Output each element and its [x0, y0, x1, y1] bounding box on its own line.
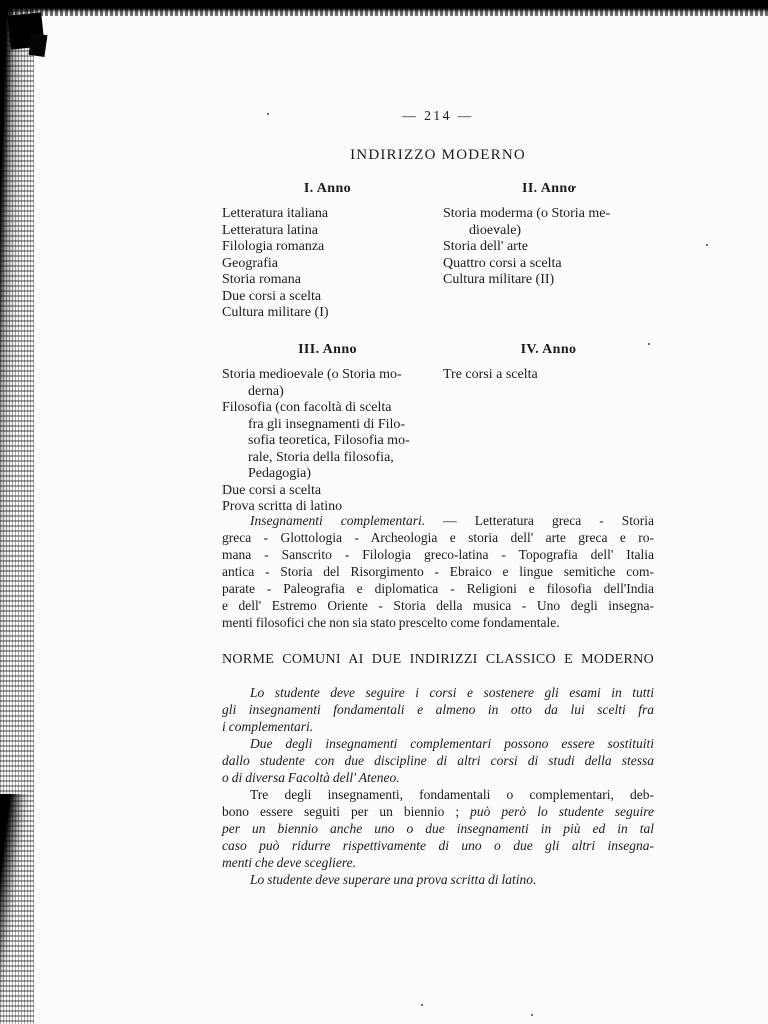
text-segment: Filologia romanza — [222, 239, 325, 254]
text-segment: Letteratura italiana — [222, 206, 329, 221]
text-segment: Geografia — [222, 255, 278, 271]
course-list-2 — [443, 206, 654, 289]
course-line — [443, 256, 654, 273]
text-line — [222, 752, 654, 769]
year-header-1: I. Anno — [303, 181, 352, 196]
text-segment: Tre corsi a scelta — [443, 367, 538, 382]
course-line — [222, 305, 433, 322]
course-line — [443, 367, 654, 384]
course-line — [222, 417, 433, 434]
text-segment: Storia moderma (o Storia me- — [443, 206, 611, 221]
complementary-courses-paragraph — [222, 512, 654, 631]
norme-paragraph-1 — [222, 684, 654, 735]
norme-paragraph-4 — [222, 871, 654, 888]
text-segment: derna) — [248, 383, 284, 399]
text-segment: Pedagogia) — [248, 466, 311, 481]
page-number: — 214 — — [402, 108, 474, 123]
text-segment: può però lo studente seguire — [470, 804, 654, 819]
text-line — [222, 614, 654, 631]
page-content — [222, 0, 654, 1024]
years-row-2 — [222, 341, 654, 516]
course-line — [222, 272, 433, 289]
course-line — [222, 400, 433, 417]
course-list-3 — [222, 367, 433, 516]
text-segment: Insegnamenti complementari. — [250, 513, 426, 528]
text-line — [222, 701, 654, 718]
text-segment: greca - Glottologia - Archeologia e storia dell' arte greca e ro- — [222, 530, 654, 545]
text-segment: menti filosofici che non sia stato prescelto come fondamentale. — [222, 615, 560, 630]
course-list-4 — [443, 367, 654, 384]
course-line — [222, 367, 433, 384]
text-segment: o di diversa Facoltà dell' Ateneo. — [222, 770, 400, 785]
text-line — [222, 529, 654, 546]
document-title: INDIRIZZO MODERNO — [350, 147, 526, 163]
text-line — [222, 854, 654, 871]
text-line — [222, 871, 654, 888]
course-line — [222, 206, 433, 223]
year-column-2 — [443, 180, 654, 322]
text-segment: Quattro corsi a scelta — [443, 255, 562, 271]
year-column-4 — [443, 341, 654, 516]
text-segment: Lo studente deve seguire i corsi e sostenere gli esami in tutti — [250, 685, 654, 700]
text-segment: Cultura militare (II) — [443, 272, 555, 287]
text-segment: Storia medioevale (o Storia mo- — [222, 367, 402, 382]
text-segment: Prova scritta di latino — [222, 499, 343, 514]
text-segment: dallo studente con due discipline di altri corsi di studi della stessa — [222, 753, 654, 768]
text-line — [222, 580, 654, 597]
text-segment: bono essere seguiti per un biennio ; — [222, 804, 471, 819]
text-segment: i complementari. — [222, 719, 314, 734]
year-header-3: III. Anno — [298, 342, 357, 357]
course-line — [222, 289, 433, 306]
year-header-4: IV. Anno — [520, 342, 577, 357]
text-segment: gli insegnamenti fondamentali e almeno in otto da lui scelti fra — [222, 702, 654, 717]
text-segment: e dell' Estremo Oriente - Storia della musica - Uno degli insegna- — [222, 598, 654, 613]
text-line — [222, 769, 654, 786]
course-line — [443, 272, 654, 289]
text-line — [222, 786, 654, 803]
norme-body — [222, 684, 654, 888]
scan-ink-blob — [29, 33, 48, 57]
years-row-1 — [222, 180, 654, 322]
scan-speck — [706, 244, 708, 246]
text-line — [222, 837, 654, 854]
text-segment: sofia teoretica, Filosofia mo- — [248, 433, 410, 448]
text-line — [222, 803, 654, 820]
text-segment: Filosofia (con facoltà di scelta — [222, 400, 392, 415]
text-segment: rale, Storia della filosofia, — [248, 449, 394, 465]
text-segment: Storia romana — [222, 272, 301, 287]
text-line — [222, 735, 654, 752]
text-line — [222, 820, 654, 837]
text-segment: caso può ridurre rispettivamente di uno o due gli altri insegna- — [222, 838, 654, 853]
norme-paragraph-2 — [222, 735, 654, 786]
text-line — [222, 718, 654, 735]
text-line — [222, 597, 654, 614]
text-segment: mana - Sanscrito - Filologia greco-latina - Topografia dell' Italia — [222, 547, 654, 562]
text-segment: parate - Paleografia e diplomatica - Religioni e filosofia dell'India — [222, 581, 654, 596]
course-line — [222, 223, 433, 240]
binding-edge-bottom — [0, 794, 30, 1024]
course-line — [222, 256, 433, 273]
course-list-1 — [222, 206, 433, 322]
text-segment: antica - Storia del Risorgimento - Ebraico e lingue semitiche com- — [222, 564, 654, 579]
course-line — [222, 433, 433, 450]
year-column-3 — [222, 341, 433, 516]
section-heading: NORME COMUNI AI DUE INDIRIZZI CLASSICO E MODERNO — [222, 652, 654, 667]
course-line — [222, 466, 433, 483]
course-line — [222, 239, 433, 256]
text-segment: dioevale) — [469, 222, 522, 238]
text-line — [222, 512, 654, 529]
text-segment: Lo studente deve superare una prova scritta di latino. — [250, 872, 537, 887]
text-line — [222, 563, 654, 580]
course-line — [443, 239, 654, 256]
text-segment: Due corsi a scelta — [222, 288, 322, 304]
text-segment: Due corsi a scelta — [222, 482, 322, 498]
year-column-1 — [222, 180, 433, 322]
text-segment: Storia dell' arte — [443, 239, 528, 254]
course-line — [443, 206, 654, 223]
text-line — [222, 684, 654, 701]
norme-paragraph-3 — [222, 786, 654, 871]
text-segment: — Letteratura greca - Storia — [425, 513, 654, 528]
text-segment: Tre degli insegnamenti, fondamentali o complementari, deb- — [250, 787, 654, 802]
text-segment: Due degli insegnamenti complementari possono essere sostituiti — [250, 736, 654, 751]
course-line — [443, 223, 654, 240]
course-line — [222, 483, 433, 500]
text-segment: Cultura militare (I) — [222, 305, 329, 320]
text-line — [222, 546, 654, 563]
year-header-2: II. Anno — [521, 181, 575, 196]
course-line — [222, 450, 433, 467]
course-line — [222, 384, 433, 401]
text-segment: Letteratura latina — [222, 222, 318, 238]
text-segment: fra gli insegnamenti di Filo- — [248, 416, 406, 432]
text-segment: menti che deve scegliere. — [222, 855, 356, 870]
text-segment: per un biennio anche uno o due insegnamenti in più ed in tal — [222, 821, 654, 836]
